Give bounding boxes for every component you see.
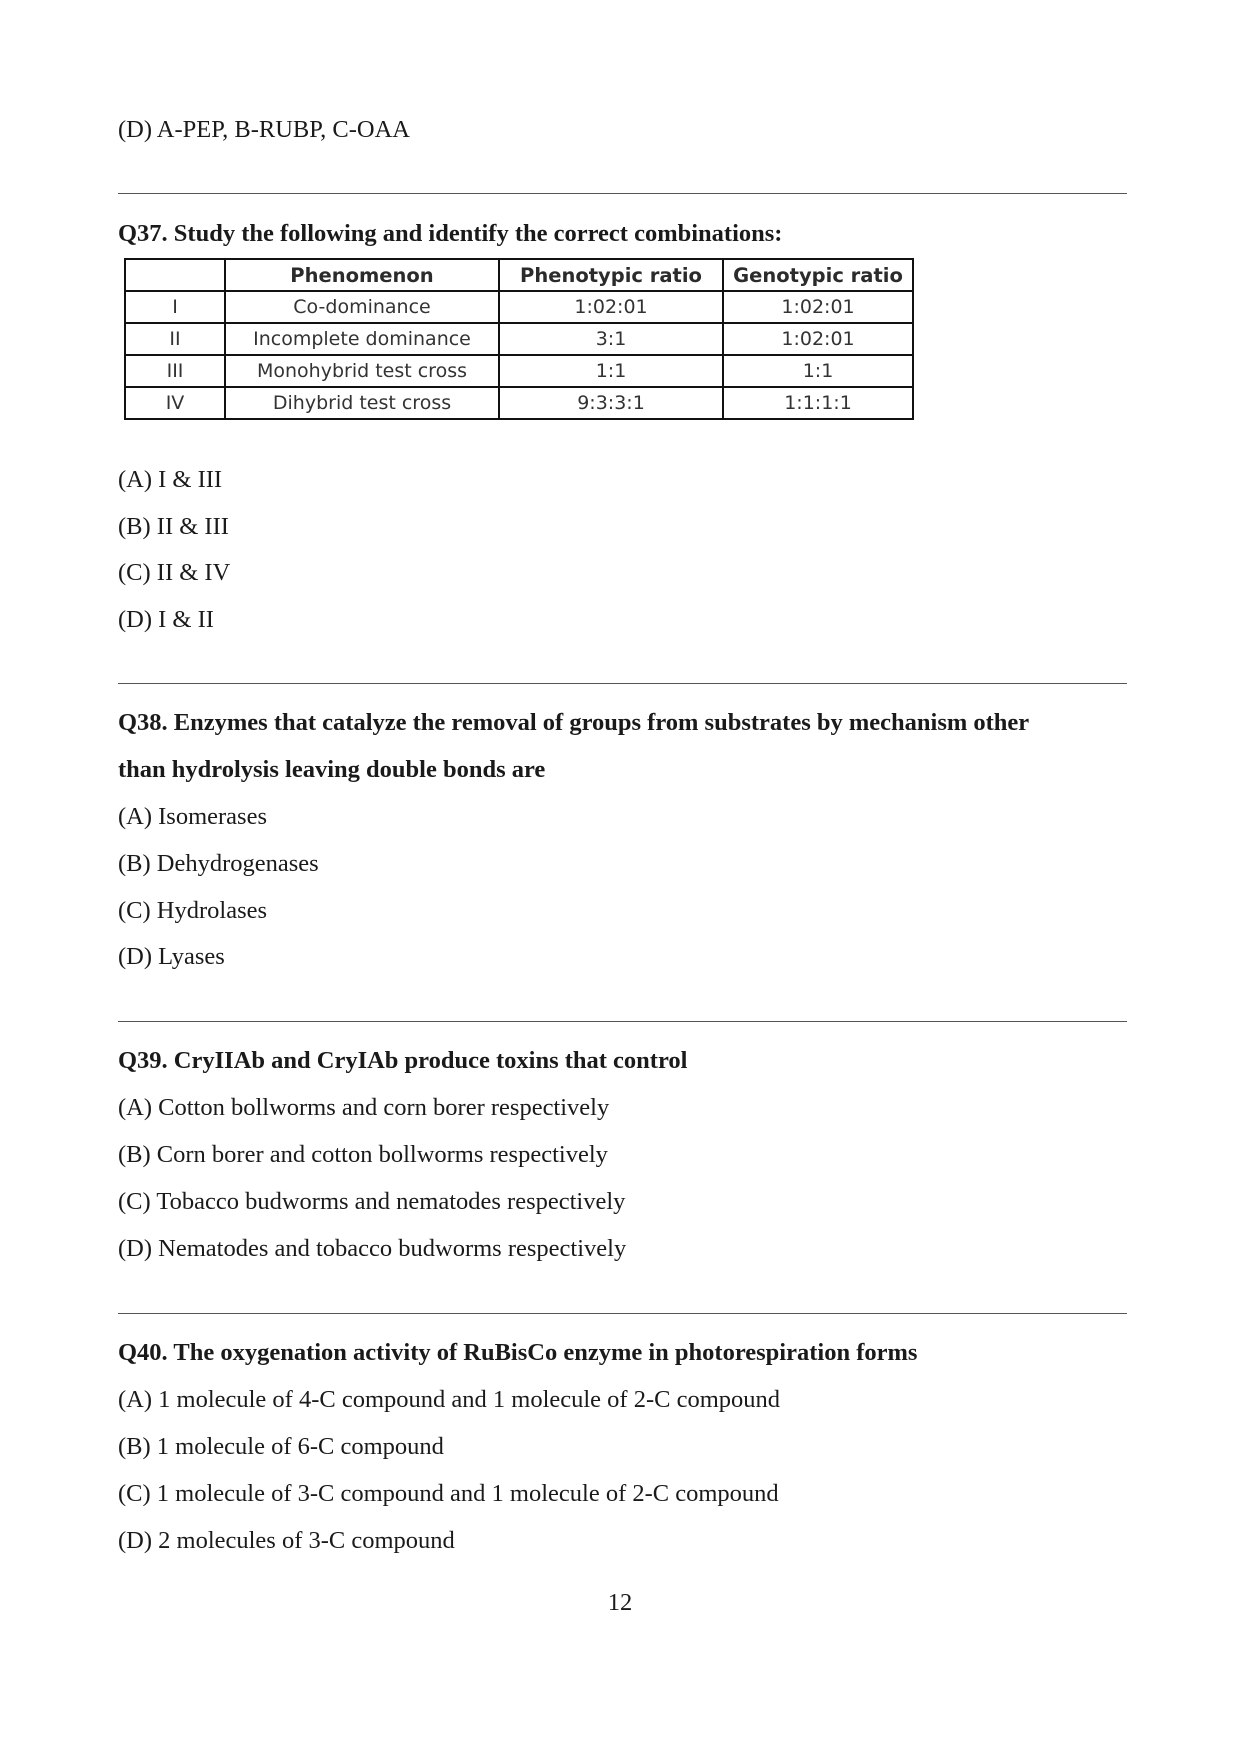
q37-option-d: (D) I & II <box>118 606 214 633</box>
q38-title-line1: Q38. Enzymes that catalyze the removal of groups from substrates by mechanism other <box>118 709 1030 736</box>
table-row <box>125 323 913 355</box>
q39-option-c: (C) Tobacco budworms and nematodes respectively <box>118 1188 626 1215</box>
table-header-cell: Phenomenon <box>225 259 499 291</box>
table-cell: 1:02:01 <box>723 323 913 355</box>
q40-option-b: (B) 1 molecule of 6-C compound <box>118 1433 444 1460</box>
q40-title: Q40. The oxygenation activity of RuBisCo enzyme in photorespiration forms <box>118 1339 918 1366</box>
q39-title: Q39. CryIIAb and CryIAb produce toxins that control <box>118 1047 688 1074</box>
table-header-cell: Genotypic ratio <box>723 259 913 291</box>
separator <box>118 683 1127 684</box>
table-cell: 1:1 <box>499 355 723 387</box>
page-number: 12 <box>607 1589 633 1616</box>
separator <box>118 1021 1127 1022</box>
table-header-row <box>125 259 913 291</box>
q40-option-a: (A) 1 molecule of 4-C compound and 1 molecule of 2-C compound <box>118 1386 781 1413</box>
table-row <box>125 355 913 387</box>
q38-option-c: (C) Hydrolases <box>118 897 268 924</box>
table-cell: IV <box>125 387 225 419</box>
table-cell: Co-dominance <box>225 291 499 323</box>
q38-title-line2: than hydrolysis leaving double bonds are <box>118 756 546 783</box>
separator <box>118 193 1127 194</box>
prev-question-option-d: (D) A-PEP, B-RUBP, C-OAA <box>118 116 411 143</box>
table-cell: 3:1 <box>499 323 723 355</box>
table-cell: 9:3:3:1 <box>499 387 723 419</box>
q38-option-d: (D) Lyases <box>118 943 225 970</box>
table-header-cell: Phenotypic ratio <box>499 259 723 291</box>
q38-option-a: (A) Isomerases <box>118 803 267 830</box>
table-cell: III <box>125 355 225 387</box>
table-cell: 1:02:01 <box>723 291 913 323</box>
q37-option-b: (B) II & III <box>118 513 229 540</box>
q37-ratio-table <box>124 258 914 420</box>
q37-option-a: (A) I & III <box>118 466 223 493</box>
table-cell: Dihybrid test cross <box>225 387 499 419</box>
q39-option-d: (D) Nematodes and tobacco budworms respectively <box>118 1235 627 1262</box>
q40-option-c: (C) 1 molecule of 3-C compound and 1 molecule of 2-C compound <box>118 1480 779 1507</box>
q39-option-a: (A) Cotton bollworms and corn borer respectively <box>118 1094 610 1121</box>
table-row <box>125 291 913 323</box>
q37-option-c: (C) II & IV <box>118 559 231 586</box>
table-cell: 1:02:01 <box>499 291 723 323</box>
table-row <box>125 387 913 419</box>
table-cell: II <box>125 323 225 355</box>
q38-option-b: (B) Dehydrogenases <box>118 850 319 877</box>
table-cell: I <box>125 291 225 323</box>
table-cell: Incomplete dominance <box>225 323 499 355</box>
table-header-cell <box>125 259 225 291</box>
table-cell: 1:1 <box>723 355 913 387</box>
table-cell: Monohybrid test cross <box>225 355 499 387</box>
table-cell: 1:1:1:1 <box>723 387 913 419</box>
q40-option-d: (D) 2 molecules of 3-C compound <box>118 1527 455 1554</box>
q39-option-b: (B) Corn borer and cotton bollworms respectively <box>118 1141 608 1168</box>
separator <box>118 1313 1127 1314</box>
q37-title: Q37. Study the following and identify the correct combinations: <box>118 220 783 247</box>
